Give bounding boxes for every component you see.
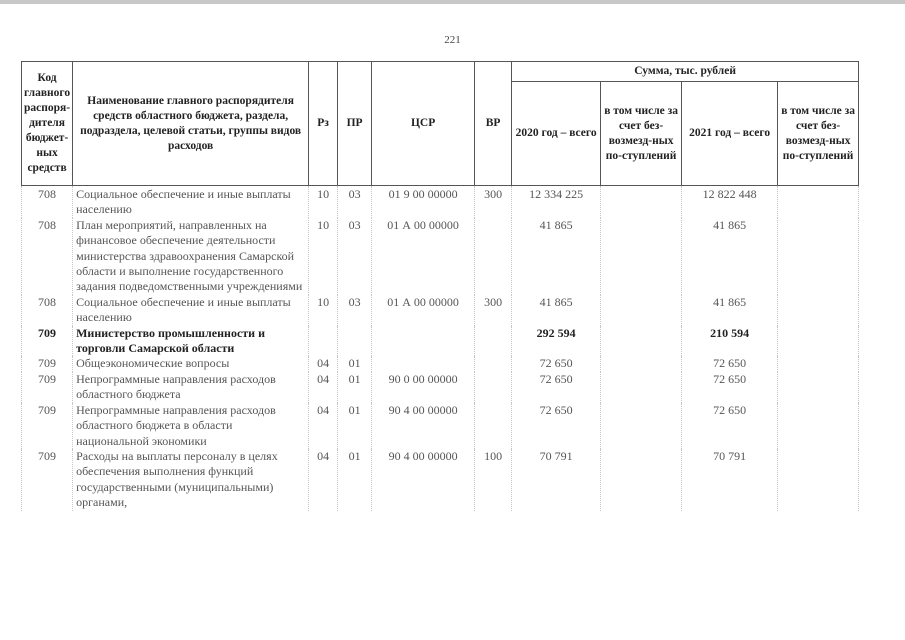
cell-2021-free xyxy=(778,186,859,218)
header-2021-free: в том числе за счет без-возмезд-ных по-ступлений xyxy=(778,82,859,186)
cell-name: Непрограммные направления расходов областного бюджета xyxy=(73,372,309,403)
cell-2020-total: 41 865 xyxy=(512,295,601,326)
cell-rz: 10 xyxy=(309,186,338,218)
cell-2020-free xyxy=(601,326,682,357)
table-row xyxy=(22,403,859,449)
table-row xyxy=(22,372,859,403)
cell-csr: 90 0 00 00000 xyxy=(372,372,475,403)
cell-name: Расходы на выплаты персоналу в целях обеспечения выполнения функций государственными (муниципальными) органами, xyxy=(73,449,309,511)
cell-code: 709 xyxy=(22,326,73,357)
cell-2021-free xyxy=(778,326,859,357)
cell-2020-free xyxy=(601,295,682,326)
cell-2021-free xyxy=(778,218,859,295)
cell-rz xyxy=(309,326,338,357)
table-row xyxy=(22,218,859,295)
cell-csr: 90 4 00 00000 xyxy=(372,449,475,511)
cell-rz: 10 xyxy=(309,295,338,326)
cell-2021-total: 72 650 xyxy=(682,356,778,371)
cell-vr xyxy=(475,356,512,371)
cell-code: 709 xyxy=(22,449,73,511)
table-row xyxy=(22,356,859,371)
cell-csr: 01 А 00 00000 xyxy=(372,218,475,295)
cell-2020-total: 70 791 xyxy=(512,449,601,511)
header-vr: ВР xyxy=(475,62,512,186)
cell-2021-free xyxy=(778,356,859,371)
budget-table xyxy=(21,61,859,511)
cell-2020-total: 72 650 xyxy=(512,356,601,371)
cell-2020-free xyxy=(601,218,682,295)
cell-2020-total: 292 594 xyxy=(512,326,601,357)
cell-2021-free xyxy=(778,449,859,511)
header-pr: ПР xyxy=(338,62,372,186)
cell-vr: 300 xyxy=(475,186,512,218)
cell-csr: 90 4 00 00000 xyxy=(372,403,475,449)
cell-pr: 01 xyxy=(338,356,372,371)
cell-name: Непрограммные направления расходов областного бюджета в области национальной экономики xyxy=(73,403,309,449)
cell-name: Министерство промышленности и торговли Самарской области xyxy=(73,326,309,357)
cell-pr: 01 xyxy=(338,372,372,403)
cell-vr xyxy=(475,326,512,357)
cell-vr xyxy=(475,372,512,403)
header-name: Наименование главного распорядителя средств областного бюджета, раздела, подраздела, целевой статьи, группы видов расходов xyxy=(73,62,309,186)
cell-2021-total: 41 865 xyxy=(682,218,778,295)
cell-vr xyxy=(475,403,512,449)
cell-2021-total: 210 594 xyxy=(682,326,778,357)
header-2020-total: 2020 год – всего xyxy=(512,82,601,186)
page-number: 221 xyxy=(444,34,461,46)
cell-pr: 03 xyxy=(338,295,372,326)
cell-rz: 04 xyxy=(309,449,338,511)
cell-2020-total: 12 334 225 xyxy=(512,186,601,218)
table-row xyxy=(22,449,859,511)
cell-code: 708 xyxy=(22,295,73,326)
header-rz: Рз xyxy=(309,62,338,186)
cell-csr xyxy=(372,326,475,357)
cell-code: 708 xyxy=(22,218,73,295)
table-row xyxy=(22,186,859,218)
cell-pr: 01 xyxy=(338,449,372,511)
cell-code: 708 xyxy=(22,186,73,218)
cell-pr: 01 xyxy=(338,403,372,449)
header-code: Код главного распоря-дителя бюджет-ных средств xyxy=(22,62,73,186)
cell-2020-free xyxy=(601,449,682,511)
cell-rz: 04 xyxy=(309,403,338,449)
cell-2021-total: 72 650 xyxy=(682,403,778,449)
cell-name: План мероприятий, направленных на финансовое обеспечение деятельности министерства здравоохранения Самарской области и выполнение государственного задания подведомственными учреждениями xyxy=(73,218,309,295)
header-csr: ЦСР xyxy=(372,62,475,186)
cell-2020-free xyxy=(601,403,682,449)
cell-2021-free xyxy=(778,372,859,403)
cell-csr: 01 А 00 00000 xyxy=(372,295,475,326)
cell-2020-free xyxy=(601,356,682,371)
cell-code: 709 xyxy=(22,372,73,403)
top-edge xyxy=(0,0,905,4)
table-row xyxy=(22,326,859,357)
header-sum-group: Сумма, тыс. рублей xyxy=(512,62,859,82)
header-2020-free: в том числе за счет без-возмезд-ных по-ступлений xyxy=(601,82,682,186)
cell-pr: 03 xyxy=(338,186,372,218)
cell-code: 709 xyxy=(22,403,73,449)
cell-2021-total: 12 822 448 xyxy=(682,186,778,218)
cell-pr: 03 xyxy=(338,218,372,295)
cell-rz: 04 xyxy=(309,372,338,403)
cell-name: Социальное обеспечение и иные выплаты населению xyxy=(73,295,309,326)
cell-2020-total: 41 865 xyxy=(512,218,601,295)
cell-2021-total: 72 650 xyxy=(682,372,778,403)
cell-rz: 04 xyxy=(309,356,338,371)
cell-2021-total: 70 791 xyxy=(682,449,778,511)
table-body xyxy=(22,186,859,511)
cell-vr: 100 xyxy=(475,449,512,511)
cell-csr xyxy=(372,356,475,371)
cell-vr xyxy=(475,218,512,295)
cell-2020-free xyxy=(601,372,682,403)
cell-2020-free xyxy=(601,186,682,218)
cell-2021-free xyxy=(778,403,859,449)
cell-rz: 10 xyxy=(309,218,338,295)
cell-2021-free xyxy=(778,295,859,326)
cell-pr xyxy=(338,326,372,357)
cell-name: Социальное обеспечение и иные выплаты населению xyxy=(73,186,309,218)
cell-2021-total: 41 865 xyxy=(682,295,778,326)
cell-name: Общеэкономические вопросы xyxy=(73,356,309,371)
cell-code: 709 xyxy=(22,356,73,371)
cell-2020-total: 72 650 xyxy=(512,403,601,449)
cell-2020-total: 72 650 xyxy=(512,372,601,403)
header-2021-total: 2021 год – всего xyxy=(682,82,778,186)
cell-csr: 01 9 00 00000 xyxy=(372,186,475,218)
table-row xyxy=(22,295,859,326)
cell-vr: 300 xyxy=(475,295,512,326)
